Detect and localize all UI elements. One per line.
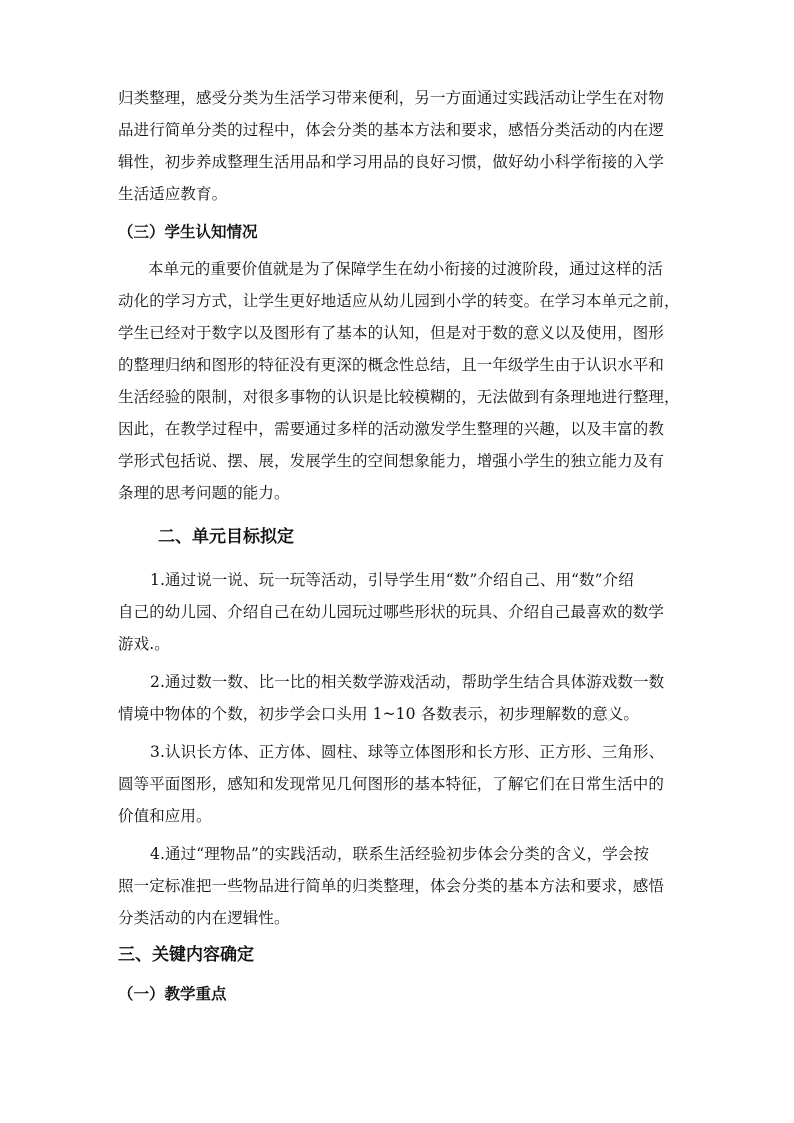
paragraph-line: 品进行简单分类的过程中，体会分类的基本方法和要求，感悟分类活动的内在逻	[118, 121, 665, 139]
paragraph-line: 本单元的重要价值就是为了保障学生在幼小衔接的过渡阶段，通过这样的活	[148, 260, 663, 278]
paragraph-line: 归类整理，感受分类为生活学习带来便利，另一方面通过实践活动让学生在对物	[118, 89, 665, 107]
part-heading-unit-goals: 二、单元目标拟定	[158, 527, 294, 547]
paragraph-line: 因此，在教学过程中，需要通过多样的活动激发学生整理的兴趣，以及丰富的教	[118, 420, 665, 438]
paragraph-line: 条理的思考问题的能力。	[118, 484, 290, 502]
goal-line: 1.通过说一说、玩一玩等活动，引导学生用“数”介绍自己、用“数”介绍	[150, 571, 634, 589]
goal-line: 自己的幼儿园、介绍自己在幼儿园玩过哪些形状的玩具、介绍自己最喜欢的数学	[118, 603, 665, 621]
section-heading-teaching-focus: （一）教学重点	[118, 984, 227, 1003]
paragraph-line: 学生已经对于数字以及图形有了基本的认知，但是对于数的意义以及使用，图形	[118, 324, 665, 342]
paragraph-line: 生活经验的限制，对很多事物的认识是比较模糊的，无法做到有条理地进行整理，	[118, 388, 680, 406]
paragraph-line: 学形式包括说、摆、展，发展学生的空间想象能力，增强小学生的独立能力及有	[118, 452, 665, 470]
paragraph-line: 动化的学习方式，让学生更好地适应从幼儿园到小学的转变。在学习本单元之前，	[118, 292, 680, 310]
paragraph-line: 辑性，初步养成整理生活用品和学习用品的良好习惯，做好幼小科学衔接的入学	[118, 153, 665, 171]
goal-line: 价值和应用。	[118, 807, 212, 825]
section-heading-student-cognition: （三）学生认知情况	[118, 222, 258, 241]
goal-line: 4.通过“理物品”的实践活动，联系生活经验初步体会分类的含义，学会按	[150, 845, 650, 863]
goal-line: 照一定标准把一些物品进行简单的归类整理，体会分类的基本方法和要求，感悟	[118, 877, 665, 895]
goal-line: 3.认识长方体、正方体、圆柱、球等立体图形和长方形、正方形、三角形、	[150, 743, 665, 761]
part-heading-key-content: 三、关键内容确定	[118, 945, 254, 965]
goal-line: 游戏.。	[118, 635, 170, 653]
goal-line: 圆等平面图形，感知和发现常见几何图形的基本特征，了解它们在日常生活中的	[118, 775, 665, 793]
goal-line: 情境中物体的个数，初步学会口头用 1~10 各数表示，初步理解数的意义。	[118, 705, 640, 723]
goal-line: 分类活动的内在逻辑性。	[118, 909, 290, 927]
goal-line: 2.通过数一数、比一比的相关数学游戏活动，帮助学生结合具体游戏数一数	[150, 673, 665, 691]
paragraph-line: 生活适应教育。	[118, 185, 228, 203]
paragraph-line: 的整理归纳和图形的特征没有更深的概念性总结，且一年级学生由于认识水平和	[118, 356, 665, 374]
